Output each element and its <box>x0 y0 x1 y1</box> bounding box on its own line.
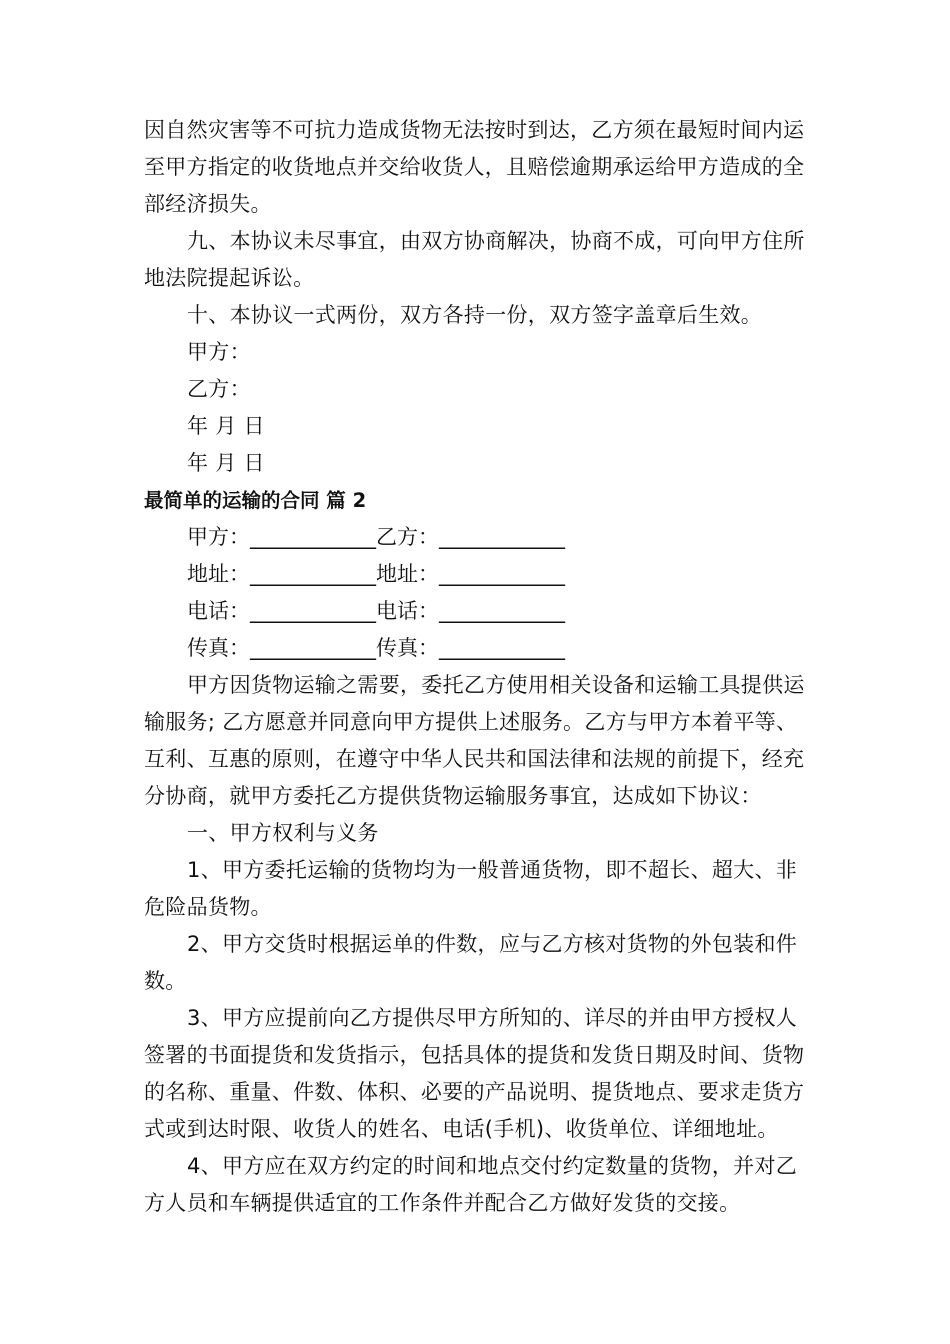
party-b-address-field: 地址：____________ <box>376 562 565 586</box>
item-1: 1、甲方委托运输的货物均为一般普通货物，即不超长、超大、非危险品货物。 <box>144 858 798 919</box>
item-2: 2、甲方交货时根据运单的件数，应与乙方核对货物的外包装和件数。 <box>144 932 798 993</box>
signature-date-1: 年 月 日 <box>187 414 265 438</box>
party-name-row <box>144 519 814 556</box>
party-a-address-field: 地址：____________ <box>187 562 376 586</box>
phone-row <box>144 593 814 630</box>
signature-party-a: 甲方： <box>187 340 251 364</box>
document-body <box>144 112 814 1222</box>
clause-10: 十、本协议一式两份，双方各持一份，双方签字盖章后生效。 <box>187 303 763 327</box>
party-b-name-field: 乙方：____________ <box>376 525 565 549</box>
party-a-phone-field: 电话：____________ <box>187 599 376 623</box>
party-a-name-field: 甲方：____________ <box>187 525 376 549</box>
fax-row <box>144 630 814 667</box>
signature-party-b: 乙方： <box>187 377 251 401</box>
part-1-title: 一、甲方权利与义务 <box>187 821 379 845</box>
party-b-fax-field: 传真：____________ <box>376 636 565 660</box>
clause-9: 九、本协议未尽事宜，由双方协商解决，协商不成，可向甲方住所地法院提起诉讼。 <box>144 229 805 290</box>
item-3: 3、甲方应提前向乙方提供尽甲方所知的、详尽的并由甲方授权人签署的书面提货和发货指示，包括具体的提货和发货日期及时间、货物的名称、重量、件数、体积、必要的产品说明、提货地点、要求走货方式或到达时限、收货人的姓名、电话(手机)、收货单位、详细地址。 <box>144 1006 805 1141</box>
address-row <box>144 556 814 593</box>
party-a-fax-field: 传真：____________ <box>187 636 376 660</box>
item-4: 4、甲方应在双方约定的时间和地点交付约定数量的货物，并对乙方人员和车辆提供适宜的工作条件并配合乙方做好发货的交接。 <box>144 1154 798 1215</box>
section-heading: 最简单的运输的合同 篇 2 <box>144 489 367 512</box>
continuation-paragraph: 因自然灾害等不可抗力造成货物无法按时到达，乙方须在最短时间内运至甲方指定的收货地点并交给收货人，且赔偿逾期承运给甲方造成的全部经济损失。 <box>144 118 805 216</box>
party-b-phone-field: 电话：____________ <box>376 599 565 623</box>
signature-date-2: 年 月 日 <box>187 451 265 475</box>
intro-paragraph: 甲方因货物运输之需要，委托乙方使用相关设备和运输工具提供运输服务; 乙方愿意并同意向甲方提供上述服务。乙方与甲方本着平等、互利、互惠的原则，在遵守中华人民共和国法律和法规的前提下，经充分协商，就甲方委托乙方提供货物运输服务事宜，达成如下协议： <box>144 673 805 808</box>
